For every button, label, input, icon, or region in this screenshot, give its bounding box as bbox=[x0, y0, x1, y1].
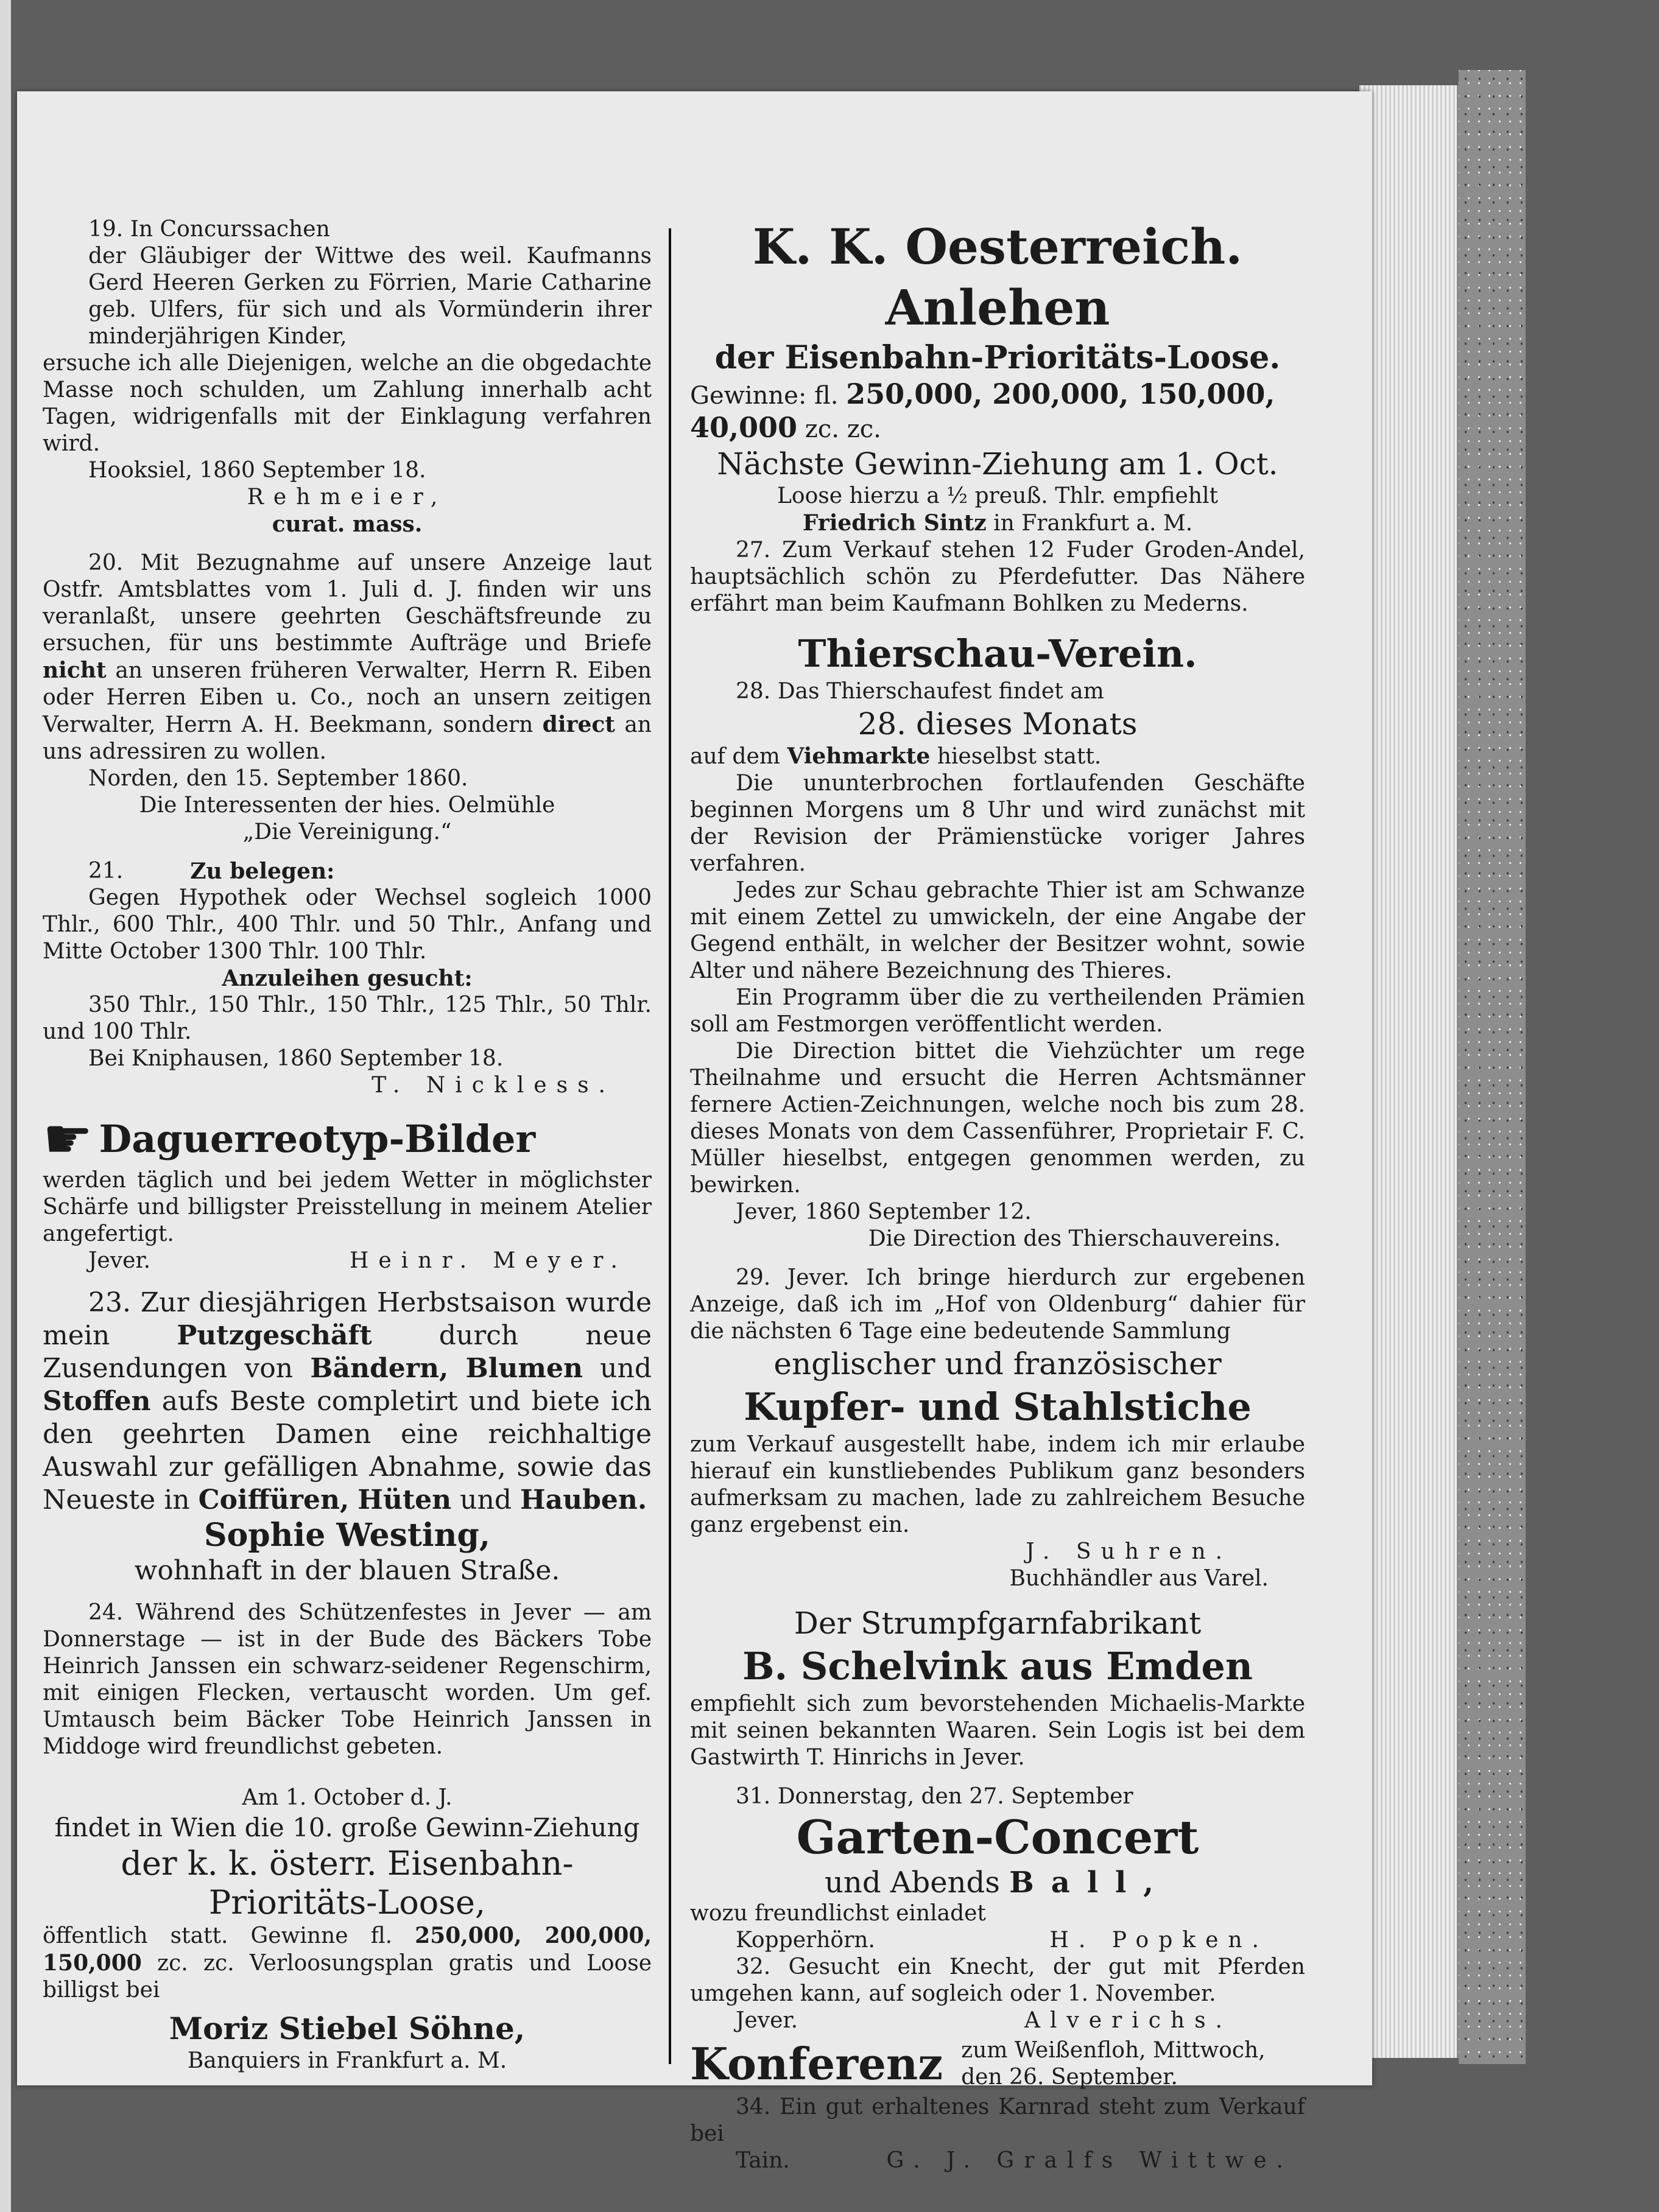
ad-19-signature-title: curat. mass. bbox=[272, 511, 423, 537]
ad-30-body: empfiehlt sich zum bevorstehenden Michaelis-Markte mit seinen bekannten Waaren. Sein Logis ist bei dem Gastwirth T. Hinrichs in Jever. bbox=[690, 1691, 1305, 1770]
ad-31-heading: Garten-Concert bbox=[796, 1810, 1199, 1864]
ad-19-line1: 19. In Concurssachen bbox=[88, 217, 330, 242]
ad-26-prizes-values: 250,000, 200,000, 150,000, 40,000 bbox=[690, 377, 1275, 444]
ad-34-place: Tain. bbox=[736, 2148, 790, 2173]
ad-31-signature: H. Popken. bbox=[1049, 1928, 1269, 1953]
ad-23-coiffueren: Coiffüren, bbox=[198, 1484, 350, 1515]
lottery-prizes: 250,000, 200,000, 150,000 bbox=[43, 1923, 652, 1976]
ad-20-place: Norden, den 15. September 1860. bbox=[88, 766, 468, 791]
ad-23-und: und bbox=[600, 1353, 652, 1384]
ad-33-heading: Konferenz bbox=[690, 2038, 943, 2090]
ad-29-heading1: englischer und französischer bbox=[773, 1346, 1222, 1382]
ad-20-body-b: an unseren früheren Verwalter, Herrn R. Eiben oder Herren Eiben u. Co., noch an unsern zeitigen Verwalter, Herrn A. H. Beekmann, sondern bbox=[43, 658, 652, 737]
ad-23-body bbox=[43, 1287, 652, 1517]
ad-26-prizes bbox=[690, 378, 1305, 445]
ad-30 bbox=[690, 1604, 1305, 1771]
ad-26-heading: K. K. Oesterreich. Anlehen bbox=[752, 218, 1243, 336]
ad-23-address: wohnhaft in der blauen Straße. bbox=[134, 1555, 560, 1586]
lottery-firm-location: Banquiers in Frankfurt a. M. bbox=[187, 2048, 507, 2073]
ad-21-heading: Zu belegen: bbox=[190, 858, 335, 884]
ad-29-para1: 29. Jever. Ich bringe hierdurch zur ergebenen Anzeige, daß ich im „Hof von Oldenburg“ dahier für die nächsten 6 Tage eine bedeutende Sammlung bbox=[690, 1265, 1305, 1344]
ad-20-body bbox=[43, 550, 652, 765]
ad-23-hauben: Hauben. bbox=[520, 1484, 647, 1515]
ad-32-footer bbox=[690, 2007, 1305, 2034]
lottery-line3: der k. k. österr. Eisenbahn-Prioritäts-Loose, bbox=[121, 1844, 574, 1922]
lottery-ad bbox=[43, 1785, 652, 2074]
lottery-firm: Moriz Stiebel Söhne, bbox=[169, 2010, 526, 2046]
ad-32-signature: Alverichs. bbox=[1024, 2008, 1232, 2033]
ad-28-para4: Die Direction bittet die Viehzüchter um rege Theilnahme und ersucht die Herren Achtsmänner fernere Actien-Zeichnungen, welche noch bis zum 28. dieses Monats von dem Cassenführer, Proprietair F. C. Müller hieselbst, entgegen genommen werden, zu bewirken. bbox=[690, 1039, 1305, 1198]
ad-19-body: ersuche ich alle Diejenigen, welche an die obgedachte Masse noch schulden, um Zahlung innerhalb acht Tagen, widrigenfalls mit der Einklagung verfahren wird. bbox=[43, 351, 652, 456]
ad-26-seller-location: in Frankfurt a. M. bbox=[993, 511, 1193, 536]
ad-26-prizes-label: Gewinne: fl. bbox=[690, 382, 839, 410]
ad-28-signature: Die Direction des Thierschauvereins. bbox=[868, 1226, 1281, 1251]
ad-20-nicht: nicht bbox=[43, 658, 107, 683]
ad-21-header bbox=[43, 858, 652, 885]
ad-31-subheading bbox=[690, 1865, 1305, 1900]
ad-23 bbox=[43, 1287, 652, 1587]
ad-20-body-c: an uns adressiren zu wollen. bbox=[43, 712, 652, 764]
ad-29-heading2: Kupfer- und Stahlstiche bbox=[744, 1385, 1252, 1429]
ad-29-para2: zum Verkauf ausgestellt habe, indem ich mir erlaube hierauf ein kunstliebendes Publikum ganz besonders aufmerksam zu machen, lade zu zahlreichem Besuche ganz ergebenst ein. bbox=[690, 1432, 1305, 1537]
ad-31-footer bbox=[690, 1927, 1305, 1954]
page-edges bbox=[1359, 85, 1459, 2058]
ad-34-body: 34. Ein gut erhaltenes Karnrad steht zum Verkauf bei bbox=[690, 2094, 1305, 2146]
ad-31-ball: Ball, bbox=[1009, 1866, 1171, 1900]
ad-22-heading: Daguerreotyp-Bilder bbox=[99, 1117, 536, 1161]
ad-22 bbox=[43, 1106, 652, 1274]
ad-28 bbox=[690, 630, 1305, 1252]
ad-32-place: Jever. bbox=[736, 2008, 798, 2033]
ad-21-number: 21. bbox=[88, 858, 124, 883]
pointing-hand-icon: ☛ bbox=[43, 1106, 93, 1171]
ad-27-body: 27. Zum Verkauf stehen 12 Fuder Groden-Andel, hauptsächlich schön zu Pferdefutter. Das Nähere erfährt man beim Kaufmann Bohlken zu Mederns. bbox=[690, 538, 1305, 616]
ad-23-hueten: Hüten bbox=[358, 1484, 452, 1515]
ad-21-signature: T. Nickless. bbox=[372, 1073, 615, 1098]
ad-33-details bbox=[961, 2037, 1266, 2091]
ad-20-body-a: 20. Mit Bezugnahme auf unsere Anzeige laut Ostfr. Amtsblattes vom 1. Juli d. J. finden wir uns veranlaßt, unsere geehrten Geschäftsfreunde zu ersuchen, für uns bestimmte Aufträge und Briefe bbox=[43, 550, 652, 656]
ad-32-body: 32. Gesucht ein Knecht, der gut mit Pferden umgehen kann, auf sogleich oder 1. November. bbox=[690, 1954, 1305, 2006]
ad-26-seller-name: Friedrich Sintz bbox=[802, 510, 987, 536]
ad-28-date: 28. dieses Monats bbox=[858, 706, 1138, 742]
ad-21-heading2: Anzuleihen gesucht: bbox=[222, 966, 473, 991]
ad-26-seller bbox=[690, 510, 1305, 537]
book-cover bbox=[1459, 70, 1526, 2064]
ad-21-body2: 350 Thlr., 150 Thlr., 150 Thlr., 125 Thlr., 50 Thlr. und 100 Thlr. bbox=[43, 992, 652, 1044]
left-column bbox=[43, 216, 652, 2074]
ad-19-signature: Rehmeier, bbox=[247, 485, 448, 510]
ad-20-signature: Die Interessenten der hies. Oelmühle bbox=[139, 793, 555, 818]
ad-20-direct: direct bbox=[542, 712, 615, 737]
ad-19 bbox=[43, 216, 652, 538]
ad-19-place: Hooksiel, 1860 September 18. bbox=[88, 458, 426, 483]
ad-28-line2-c: hieselbst statt. bbox=[937, 744, 1102, 769]
ad-31 bbox=[690, 1783, 1305, 1954]
ad-23-baendern: Bändern, bbox=[310, 1353, 449, 1384]
ad-24-body: 24. Während des Schützenfestes in Jever — am Donnerstage — ist in der Bude des Bäckers Tobe Heinrich Janssen ein schwarz-seidener Regenschirm, mit einigen Flecken, vertauscht worden. Um gef. Umtausch beim Bäcker Tobe Heinrich Janssen in Middoge wird freundlichst gebeten. bbox=[43, 1600, 652, 1759]
ad-31-date: 31. Donnerstag, den 27. September bbox=[736, 1784, 1133, 1809]
ad-28-heading: Thierschau-Verein. bbox=[798, 631, 1197, 676]
ad-28-line2 bbox=[690, 743, 1305, 770]
ad-29-signature: J. Suhren. bbox=[1026, 1539, 1232, 1564]
ad-28-line1: 28. Das Thierschaufest findet am bbox=[736, 679, 1104, 704]
ad-27 bbox=[690, 537, 1305, 617]
ad-26-offer: Loose hierzu a ½ preuß. Thlr. empfiehlt bbox=[777, 483, 1219, 508]
ad-28-para2: Jedes zur Schau gebrachte Thier ist am Schwanze mit einem Zettel zu umwickeln, der eine Angabe der Gegend enthält, in welcher der Besitzer wohnt, sowie Alter und nähere Bezeichnung des Thieres. bbox=[690, 878, 1305, 983]
ad-26-prizes-etc: zc. zc. bbox=[805, 415, 881, 443]
ad-24 bbox=[43, 1599, 652, 1760]
ad-23-stoffen: Stoffen bbox=[43, 1386, 151, 1417]
ad-22-header bbox=[43, 1106, 652, 1171]
ad-29 bbox=[690, 1265, 1305, 1592]
ad-22-place: Jever. bbox=[88, 1248, 151, 1273]
ad-22-body: werden täglich und bei jedem Wetter in möglichster Schärfe und billigster Preisstellung in meinem Atelier angefertigt. bbox=[43, 1168, 652, 1246]
ad-28-viehmarkte: Viehmarkte bbox=[787, 743, 931, 769]
ad-34-footer bbox=[690, 2147, 1305, 2174]
lottery-line2: findet in Wien die 10. große Gewinn-Ziehung bbox=[54, 1813, 640, 1842]
ad-23-putzgeschaeft: Putzgeschäft bbox=[177, 1320, 372, 1351]
ad-23-und2: und bbox=[460, 1484, 512, 1515]
ad-20 bbox=[43, 550, 652, 846]
ad-32 bbox=[690, 1954, 1305, 2034]
ad-23-p2: durch neue Zusendungen von bbox=[43, 1320, 652, 1384]
ad-33-time2: den 26. September. bbox=[961, 2065, 1178, 2090]
ad-19-creditors: der Gläubiger der Wittwe des weil. Kaufmanns Gerd Heeren Gerken zu Förrien, Marie Catharine geb. Ulfers, für sich und als Vormünderin ihrer minderjährigen Kinder, bbox=[88, 244, 652, 349]
newspaper-page bbox=[17, 91, 1372, 2173]
right-column bbox=[690, 216, 1305, 2174]
ad-26-subheading: der Eisenbahn-Prioritäts-Loose. bbox=[714, 339, 1281, 376]
ad-23-name: Sophie Westing, bbox=[204, 1517, 490, 1554]
ad-22-signature: Heinr. Meyer. bbox=[349, 1248, 627, 1273]
ad-33 bbox=[690, 2037, 1305, 2091]
ad-31-subheading-a: und Abends bbox=[824, 1866, 1000, 1900]
previous-page-edge bbox=[0, 0, 11, 2212]
ad-22-footer bbox=[43, 1248, 652, 1274]
ad-29-signature-title: Buchhändler aus Varel. bbox=[1009, 1566, 1269, 1591]
ad-20-signature2: „Die Vereinigung.“ bbox=[242, 820, 452, 844]
ad-28-place: Jever, 1860 September 12. bbox=[736, 1199, 1032, 1224]
ad-23-p3: aufs Beste completirt und biete ich den geehrten Damen eine reichhaltige Auswahl zur gefälligen Abnahme, sowie das Neueste in bbox=[43, 1386, 652, 1515]
lottery-body-c: zc. zc. Verloosungsplan gratis und Loose billigst bei bbox=[43, 1951, 652, 2003]
lottery-body bbox=[43, 1922, 652, 2004]
ad-21 bbox=[43, 858, 652, 1099]
ad-30-heading2: B. Schelvink aus Emden bbox=[742, 1644, 1253, 1688]
ad-34 bbox=[690, 2094, 1305, 2174]
ad-21-body: Gegen Hypothek oder Wechsel sogleich 1000 Thlr., 600 Thlr., 400 Thlr. und 50 Thlr., Anfang und Mitte October 1300 Thlr. 100 Thlr. bbox=[43, 885, 652, 964]
lottery-date: Am 1. October d. J. bbox=[242, 1785, 453, 1810]
ad-23-p1: 23. Zur diesjährigen Herbstsaison wurde mein bbox=[43, 1287, 652, 1351]
ad-23-blumen: Blumen bbox=[465, 1353, 583, 1384]
lottery-body-a: öffentlich statt. Gewinne fl. bbox=[43, 1923, 393, 1948]
ad-28-para3: Ein Programm über die zu vertheilenden Prämien soll am Festmorgen veröffentlicht werden. bbox=[690, 985, 1305, 1037]
ad-31-place: Kopperhörn. bbox=[736, 1928, 875, 1953]
ad-28-para1: Die ununterbrochen fortlaufenden Geschäfte beginnen Morgens um 8 Uhr und wird zunächst mit der Revision der Prämienstücke voriger Jahres verfahren. bbox=[690, 771, 1305, 876]
ad-30-heading1: Der Strumpfgarnfabrikant bbox=[794, 1606, 1202, 1641]
ad-28-line2-a: auf dem bbox=[690, 744, 780, 769]
ad-26 bbox=[690, 216, 1305, 537]
ad-31-invite: wozu freundlichst einladet bbox=[690, 1901, 986, 1926]
ad-33-time1: zum Weißenfloh, Mittwoch, bbox=[961, 2038, 1266, 2063]
column-divider bbox=[669, 228, 671, 2064]
ad-34-signature: G. J. Gralfs Wittwe. bbox=[886, 2148, 1293, 2173]
ad-26-draw-date: Nächste Gewinn-Ziehung am 1. Oct. bbox=[717, 446, 1278, 482]
ad-21-place: Bei Kniphausen, 1860 September 18. bbox=[88, 1046, 504, 1071]
